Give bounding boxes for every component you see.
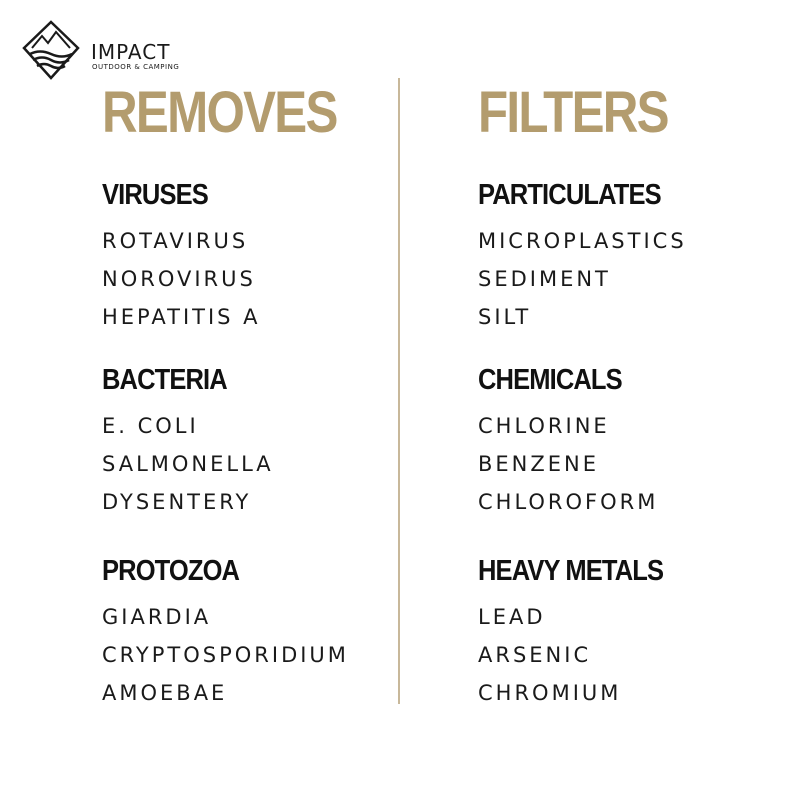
list-item: LEAD: [478, 605, 546, 629]
filters-group-particulates: [478, 178, 798, 336]
list-item: HEPATITIS A: [102, 305, 261, 329]
list-item: ARSENIC: [478, 643, 592, 667]
removes-group-bacteria: [102, 363, 422, 521]
mountain-waves-icon: [18, 18, 84, 84]
list-item: CHLORINE: [478, 414, 610, 438]
category-title: VIRUSES: [102, 179, 208, 211]
list-item: MICROPLASTICS: [478, 229, 687, 253]
list-item: CHROMIUM: [478, 681, 622, 705]
category-title: PARTICULATES: [478, 179, 661, 211]
list-item: SEDIMENT: [478, 267, 611, 291]
filters-group-chemicals: [478, 363, 798, 521]
filters-group-heavy-metals: [478, 554, 798, 712]
category-title: PROTOZOA: [102, 555, 240, 587]
list-item: ROTAVIRUS: [102, 229, 249, 253]
removes-group-protozoa: [102, 554, 422, 712]
removes-heading: REMOVES: [102, 80, 337, 145]
filters-column: [478, 78, 798, 705]
list-item: BENZENE: [478, 452, 600, 476]
brand-name: IMPACT: [91, 40, 171, 64]
list-item: SILT: [478, 305, 532, 329]
category-title: BACTERIA: [102, 364, 227, 396]
list-item: DYSENTERY: [102, 490, 252, 514]
category-title: CHEMICALS: [478, 364, 622, 396]
brand-tagline: OUTDOOR & CAMPING: [92, 63, 180, 71]
list-item: CHLOROFORM: [478, 490, 659, 514]
list-item: AMOEBAE: [102, 681, 228, 705]
list-item: NOROVIRUS: [102, 267, 256, 291]
category-title: HEAVY METALS: [478, 555, 664, 587]
list-item: GIARDIA: [102, 605, 212, 629]
list-item: E. COLI: [102, 414, 199, 438]
removes-group-viruses: [102, 178, 422, 336]
list-item: CRYPTOSPORIDIUM: [102, 643, 349, 667]
removes-column: [102, 78, 422, 705]
filters-heading: FILTERS: [478, 80, 668, 145]
list-item: SALMONELLA: [102, 452, 274, 476]
